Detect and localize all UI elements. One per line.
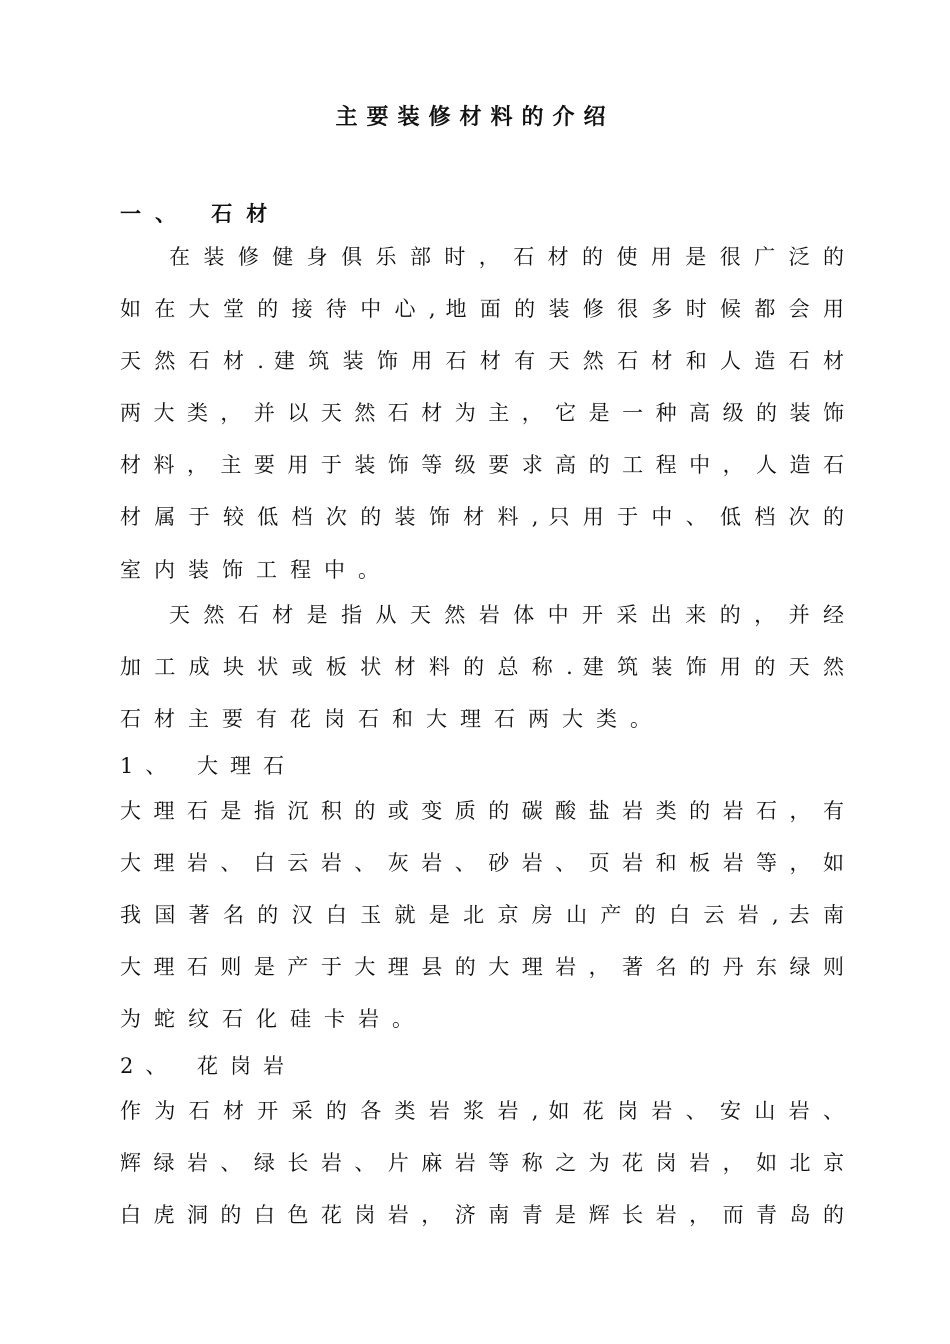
paragraph-line-5: 材 料 ， 主 要 用 于 装 饰 等 级 要 求 高 的 工 程 中 ， 人 造 石 — [120, 453, 844, 477]
paragraph-line-1: 在 装 修 健 身 俱 乐 部 时 ， 石 材 的 使 用 是 很 广 泛 的 — [169, 245, 844, 269]
paragraph-line-7: 室内装饰工程中。 — [120, 558, 392, 582]
paragraph-line-16: 为蛇纹石化硅卡岩。 — [120, 1007, 426, 1031]
paragraph-line-14: 我 国 著 名 的 汉 白 玉 就 是 北 京 房 山 产 的 白 云 岩 , 去 南 — [120, 903, 844, 927]
paragraph-line-2: 如 在 大 堂 的 接 待 中 心 , 地 面 的 装 修 很 多 时 候 都 会 用 — [120, 297, 844, 321]
paragraph-line-9: 加 工 成 块 状 或 板 状 材 料 的 总 称 . 建 筑 装 饰 用 的 天 然 — [120, 655, 844, 679]
paragraph-line-12: 大 理 石 是 指 沉 积 的 或 变 质 的 碳 酸 盐 岩 类 的 岩 石 ， 有 — [120, 799, 844, 823]
paragraph-line-8: 天 然 石 材 是 指 从 天 然 岩 体 中 开 采 出 来 的 ， 并 经 — [169, 603, 844, 627]
section-heading-stone: 一、 石材 — [120, 202, 282, 226]
paragraph-line-19: 辉 绿 岩 、 绿 长 岩 、 片 麻 岩 等 称 之 为 花 岗 岩 ， 如 北 京 — [120, 1151, 844, 1175]
subheading-marble: 1、 大理石 — [120, 754, 297, 778]
paragraph-line-20: 白 虎 洞 的 白 色 花 岗 岩 ， 济 南 青 是 辉 长 岩 ， 而 青 岛 的 — [120, 1203, 844, 1227]
subheading-granite: 2、 花岗岩 — [120, 1054, 297, 1078]
document-title: 主要装修材料的介绍 — [335, 105, 615, 130]
paragraph-line-18: 作 为 石 材 开 采 的 各 类 岩 浆 岩 , 如 花 岗 岩 、 安 山 岩 、 — [120, 1099, 844, 1123]
paragraph-line-6: 材 属 于 较 低 档 次 的 装 饰 材 料 , 只 用 于 中 、 低 档 次 的 — [120, 505, 844, 529]
paragraph-line-3: 天 然 石 材 . 建 筑 装 饰 用 石 材 有 天 然 石 材 和 人 造 石 材 — [120, 349, 844, 373]
paragraph-line-10: 石材主要有花岗石和大理石两大类。 — [120, 707, 664, 731]
paragraph-line-15: 大 理 石 则 是 产 于 大 理 县 的 大 理 岩 ， 著 名 的 丹 东 绿 则 — [120, 955, 844, 979]
paragraph-line-13: 大 理 岩 、 白 云 岩 、 灰 岩 、 砂 岩 、 页 岩 和 板 岩 等 ， 如 — [120, 851, 844, 875]
paragraph-line-4: 两 大 类 ， 并 以 天 然 石 材 为 主 ， 它 是 一 种 高 级 的 装 饰 — [120, 401, 844, 425]
